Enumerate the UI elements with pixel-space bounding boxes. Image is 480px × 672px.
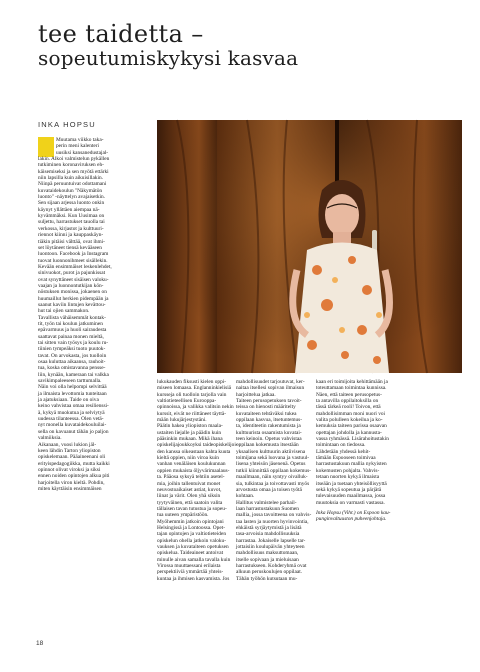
text-line: muutoksia on varmasti vastassa. (316, 499, 385, 506)
text-line: Aikanaan, vuosi lukion jäl- (38, 441, 97, 448)
title-line-1: tee taidetta – (38, 20, 204, 48)
text-line: perin meni kalenteri (56, 143, 100, 150)
text-column-2 (157, 379, 238, 634)
text-line: set löytäneet tiensä kevääseen (38, 244, 102, 251)
text-line: savikimpaleeseen tarttumalla. (38, 378, 102, 385)
text-line: tiäkin pitäisi välttää, ovat ihmi- (38, 238, 105, 245)
text-line: kohtaan. (236, 493, 255, 500)
text-line: Näen, että taiteen perusopetus- (316, 391, 382, 398)
text-line: harrastustakuun mallia nykyisten (316, 461, 387, 468)
text-line: Virossa muuttaessani erilaista (157, 562, 221, 569)
text-line: kemuksia taiteen parissa osaavan (316, 423, 387, 430)
text-line: tai sitten vain työsys ja koulu ru- (38, 340, 109, 346)
text-line: den kanssa oikeastaan kahta kuuta (157, 448, 231, 455)
text-line: ustaiten liejalle ja päädin kuin (157, 429, 222, 436)
text-line: Päätin hakea yliopiston maala- (157, 423, 223, 430)
text-line: toimintaan on tiedossa. (316, 442, 366, 449)
text-line: neuvostoaikaiset astiat, kuvot, (157, 486, 222, 493)
text-line: lukukauden fiksusti kielen oppi- (157, 379, 227, 385)
text-line: luontoon. Facebook ja Instagram (38, 251, 109, 258)
text-column-3 (236, 379, 312, 634)
text-line: toteuttamaan toimintaa kunnissa. (316, 385, 387, 392)
text-line: harrastukseen. Kohderyhmä ovat (236, 562, 307, 569)
text-line: valita polulleen kokeilua ja ko- (316, 417, 383, 424)
text-line: osaa kuluttaa aikaansa, rauhoit- (38, 359, 106, 366)
text-line: naitaa itsellesi sopivan ilmaisun (236, 385, 305, 392)
text-line: tasa-arvoisia mahdollisuuksia (236, 531, 300, 538)
text-line: vanhan venäläisen koulukunnan (157, 461, 226, 468)
text-line: harjoittelua jatkaa. (236, 391, 276, 398)
text-line: tässä tärkeä rooli! Toivon, että (316, 404, 381, 411)
text-line: ennen noiden opintojen alkua piti (38, 473, 110, 480)
text-line: mahdollisuus maksuttomaan, (236, 550, 299, 557)
text-line: tiinien tympeäksi tuoto puutok- (38, 346, 106, 353)
text-line: Kevään ensimmäiset leskenlehdet, (38, 263, 112, 270)
text-line: Muutama viikko taka- (56, 137, 104, 143)
text-line: opiskelua. Taideaineet antoivat (157, 550, 224, 557)
text-line: miseen lomaasa. Englanninkielisiä (157, 385, 232, 392)
text-line: miten käyttäisin ensimmäisen (38, 485, 102, 492)
text-line: taa lasten ja nuorten hyvinvointia, (236, 518, 309, 525)
text-line: jottaisiin koulupäivän yhteyteen (236, 543, 305, 550)
text-line: kulttuurista osaamista kuvatai- (236, 429, 302, 436)
text-line: ta, identiteetin rakentumista ja (236, 423, 301, 430)
text-line: tit, työn tai koulun jatkuminen (38, 320, 103, 327)
text-line: valtiotieteellisen Eurooppa- (157, 398, 217, 405)
text-line: vaajan ja luonnontutkijan kön- (38, 282, 104, 289)
text-line: ä, kykyä muokutua ja selviytyä (38, 409, 105, 416)
text-line: saanut kaviin lintujen kevättou- (38, 301, 106, 308)
text-line: harjoitella viron kieltä. Pohdin, (38, 479, 105, 486)
text-line: riennot kiinni ja kauppaskäyn- (38, 232, 104, 239)
text-line: hut tai ojien sammakon. (38, 308, 90, 315)
text-line: mahdollisimman moni nuori voi (316, 410, 386, 417)
text-line: sella on kavuanut tähän jo paljon (38, 428, 109, 435)
text-line: itselle sopivaan ja mieluisaan (236, 556, 299, 563)
text-line: luonto" -näyttelyn avajaisetkin. (38, 194, 106, 201)
text-line: käynyt yllättäen aiempaa nä- (38, 206, 100, 213)
text-line: tutkii kiinnittää oppilaan kokemus- (236, 467, 311, 474)
text-line: Sen sijaan arjessa luonto onkin (38, 200, 105, 207)
text-line: opiskelemaan. Pääaineenani oli (38, 454, 106, 461)
text-line: tulevaisuuden maailmassa, jossa (316, 493, 386, 500)
text-line: sinivuokot, purot ja pajunkissat (38, 270, 106, 277)
text-line: tällaisen tavan tutustua ja sopeu- (157, 505, 227, 512)
text-line: maailmaan, näin syntyy oivalluk- (236, 474, 308, 481)
text-line: kuntaa ja ihmisen kasvamista. Jos (157, 575, 230, 582)
text-line: tyytyväinen, että saatoin valita (157, 499, 223, 506)
text-line: Hallitus valmistelee parhail- (236, 499, 297, 506)
text-line: laan harrastustakuun Suomen (236, 505, 299, 512)
text-line: Näin voi olla helpompi selvittää (38, 384, 107, 391)
text-column-4 (316, 379, 394, 634)
text-line: opettajan johdolla ja kannusta- (316, 429, 382, 436)
text-line: ja ajatuksiaan. Taide on oiva (38, 397, 99, 404)
text-line: vauksen ja kuvataiteen opetuksen (157, 543, 229, 550)
text-line: Myöhemmin jatkoin opintojani (157, 518, 224, 525)
author-bio-line: Inka Hopsu (Vihr.) on Espoon kau- (316, 509, 391, 516)
text-line: lakin. Alkoi valmistelun pykällen (38, 156, 110, 163)
text-line: teen keinoin. Opetus vahvistaa (236, 436, 302, 443)
author-byline: INKA HOPSU (38, 120, 96, 129)
text-line: uudessa tilanteessa. Olen vetä- (38, 416, 104, 423)
text-line: tajan opintojen ja valtiotieteiden (157, 531, 227, 538)
title-line-2: sopeutumiskykysi kasvaa (38, 46, 299, 70)
text-line: keino vahvistaa omaa resilienssi- (38, 403, 109, 410)
text-line: nyt monella kuvataidekouluilai- (38, 422, 107, 429)
text-line: perspektiiviä ymmärtää yhteis- (157, 569, 224, 576)
text-line: erityispedagogiikka, mutta kaikki (38, 460, 110, 467)
text-line: opinnoissa, ja valikka valitsin nekin (157, 404, 234, 411)
text-line: Tavallista vähäisemmät kontak- (38, 314, 106, 321)
article-title (38, 22, 298, 70)
text-line: kuvataiteen tehtäväksi tukea (236, 410, 297, 417)
text-line: ta. Pääosa syksyä tehtiin asetel- (157, 474, 225, 481)
text-line: pääsinkin mukaan. Mikä ihana (157, 436, 223, 443)
text-line: sia, tulkintaa ja toivottavasti myös (236, 480, 310, 487)
text-line: Niinpä peruuntuivat odottamani (38, 181, 107, 188)
text-line: tavat. On arvokasta, jos tuolloin (38, 352, 107, 359)
text-line: tua uuteen ympäristöön. (157, 512, 209, 519)
text-column-1 (38, 137, 150, 637)
text-line: yksaalisen kulttuurin aktiivisena (236, 448, 306, 455)
text-line: tutkiminen koronaviruksen eh- (38, 162, 104, 169)
text-line: ehkäistä syrjäytymistä ja lisätä (236, 524, 302, 531)
text-line: nöstuksen monissa, jokaenen on (38, 289, 107, 296)
text-line: itseään ja tuetaan yhteisöllisyyttä (316, 480, 387, 487)
text-line: ta antavilla oppilaitoksilla on (316, 398, 379, 405)
text-line: Lähdetään yhdessä kehit- (316, 448, 371, 455)
text-line: Tähän työhön kutsutaan mu- (236, 575, 298, 582)
text-line: Taiteen perusopetuksen tavoit- (236, 398, 302, 405)
text-line: tua, koska omistavanna pensse- (38, 365, 106, 372)
text-line: oppien mukaista öljyvärimaalaus- (157, 467, 230, 474)
text-line: tetaan nuorten kykyä ilmaista (316, 474, 380, 481)
text-line: kursseja oli tuolloin tarjolla vain (157, 391, 227, 398)
text-line: opinnot olivat viroksi ja siksi (38, 466, 101, 473)
text-line: tämään Espooseen toimivaa (316, 455, 376, 462)
text-line: lisena yhteisön jäsenenä. Opetus (236, 461, 306, 468)
text-line: epävarmuus ja huoli sairaudesta (38, 327, 107, 334)
text-line: huumaillut herkien pidempään ja (38, 295, 109, 302)
text-line: kurssit, eivät ne riittäneet täyttä- (157, 410, 226, 417)
text-line: mään lukujärjestystäni. (157, 417, 207, 424)
text-line: liinat ja värit. Olen yhä siksin (157, 493, 221, 500)
text-line: kyvämmäksi. Kun Uusimaa on (38, 213, 105, 220)
author-bio-line: punginvaltuuston puheenjohtaja. (316, 516, 387, 523)
text-line: keen lähdin Tarton yliopiston (38, 447, 101, 454)
text-line: valmiiksia. (38, 435, 62, 442)
text-line: suljettu, harrastukset tauolla tai (38, 219, 105, 226)
text-line: mahdollisuudet tarjoutuvat, ker- (236, 379, 305, 385)
text-line: alkuun peruskoulujen oppilaat. (236, 569, 303, 576)
text-line: harrastaa. Jokaiselle lapselle tar- (236, 537, 306, 544)
text-line: oppilaan kokemusta itsestään (236, 442, 299, 449)
text-line: kaan eri toimijoita kehittämään ja (316, 379, 388, 385)
text-line: arvostusta omaa ja toisen työtä (236, 486, 302, 493)
text-line: kieltä oppien, niin viroa kuin (157, 455, 219, 462)
article-photo (157, 120, 462, 373)
text-line: minulle aivan samalla tavalla kuin (157, 556, 231, 563)
text-line: teissa on hienosti määritelty (236, 404, 296, 411)
text-line: verkossa, kirjastot ja kulttuuri- (38, 225, 104, 232)
text-line: opiskelijajoukkoyksi taideopiskelijoi- (157, 442, 238, 449)
text-line: liin, kynään, kameraan tai valkka (38, 371, 109, 378)
text-line: sekä kykyä sopeutua ja pärjätä (316, 486, 382, 493)
text-line: mallia, jossa tavoitteena on vahvis- (236, 512, 312, 519)
text-line: oppilaan kasvua, itsetuntemus- (236, 417, 303, 424)
text-line: Helsingissä ja Lontoossa. Opet- (157, 524, 225, 531)
text-line: opiskelun ohella jatkoin valoku- (157, 537, 227, 544)
text-line: mia, joihin tallentuivat monet (157, 480, 221, 487)
text-line: saattavat painaa monen mieltä, (38, 333, 104, 340)
page-number: 18 (36, 640, 44, 647)
text-line: kokemusten pohjalta. Vahvis- (316, 467, 380, 474)
text-line: ja ilmaista levottomia tunteitaan (38, 390, 107, 397)
text-line: ovat synyttäneet sisäisen valoku- (38, 276, 109, 283)
text-line: toimijana sekä luovana ja vastuul- (236, 455, 310, 462)
text-line: niin lapsilla kuin aikuisillakin. (38, 175, 104, 182)
text-line: tuovat luonnonihmeet sisällekin. (38, 257, 108, 264)
text-line: uusiksi kansanedustajal- (56, 149, 109, 156)
text-line: kuvataidekoulun "Näkymätön (38, 187, 103, 194)
portrait-photo-illustration (157, 120, 462, 373)
text-line: vassa ryhmässä. Lisärahoitustakin (316, 436, 389, 443)
text-line: käisemiseksi ja sen myötä ettärki (38, 168, 109, 175)
